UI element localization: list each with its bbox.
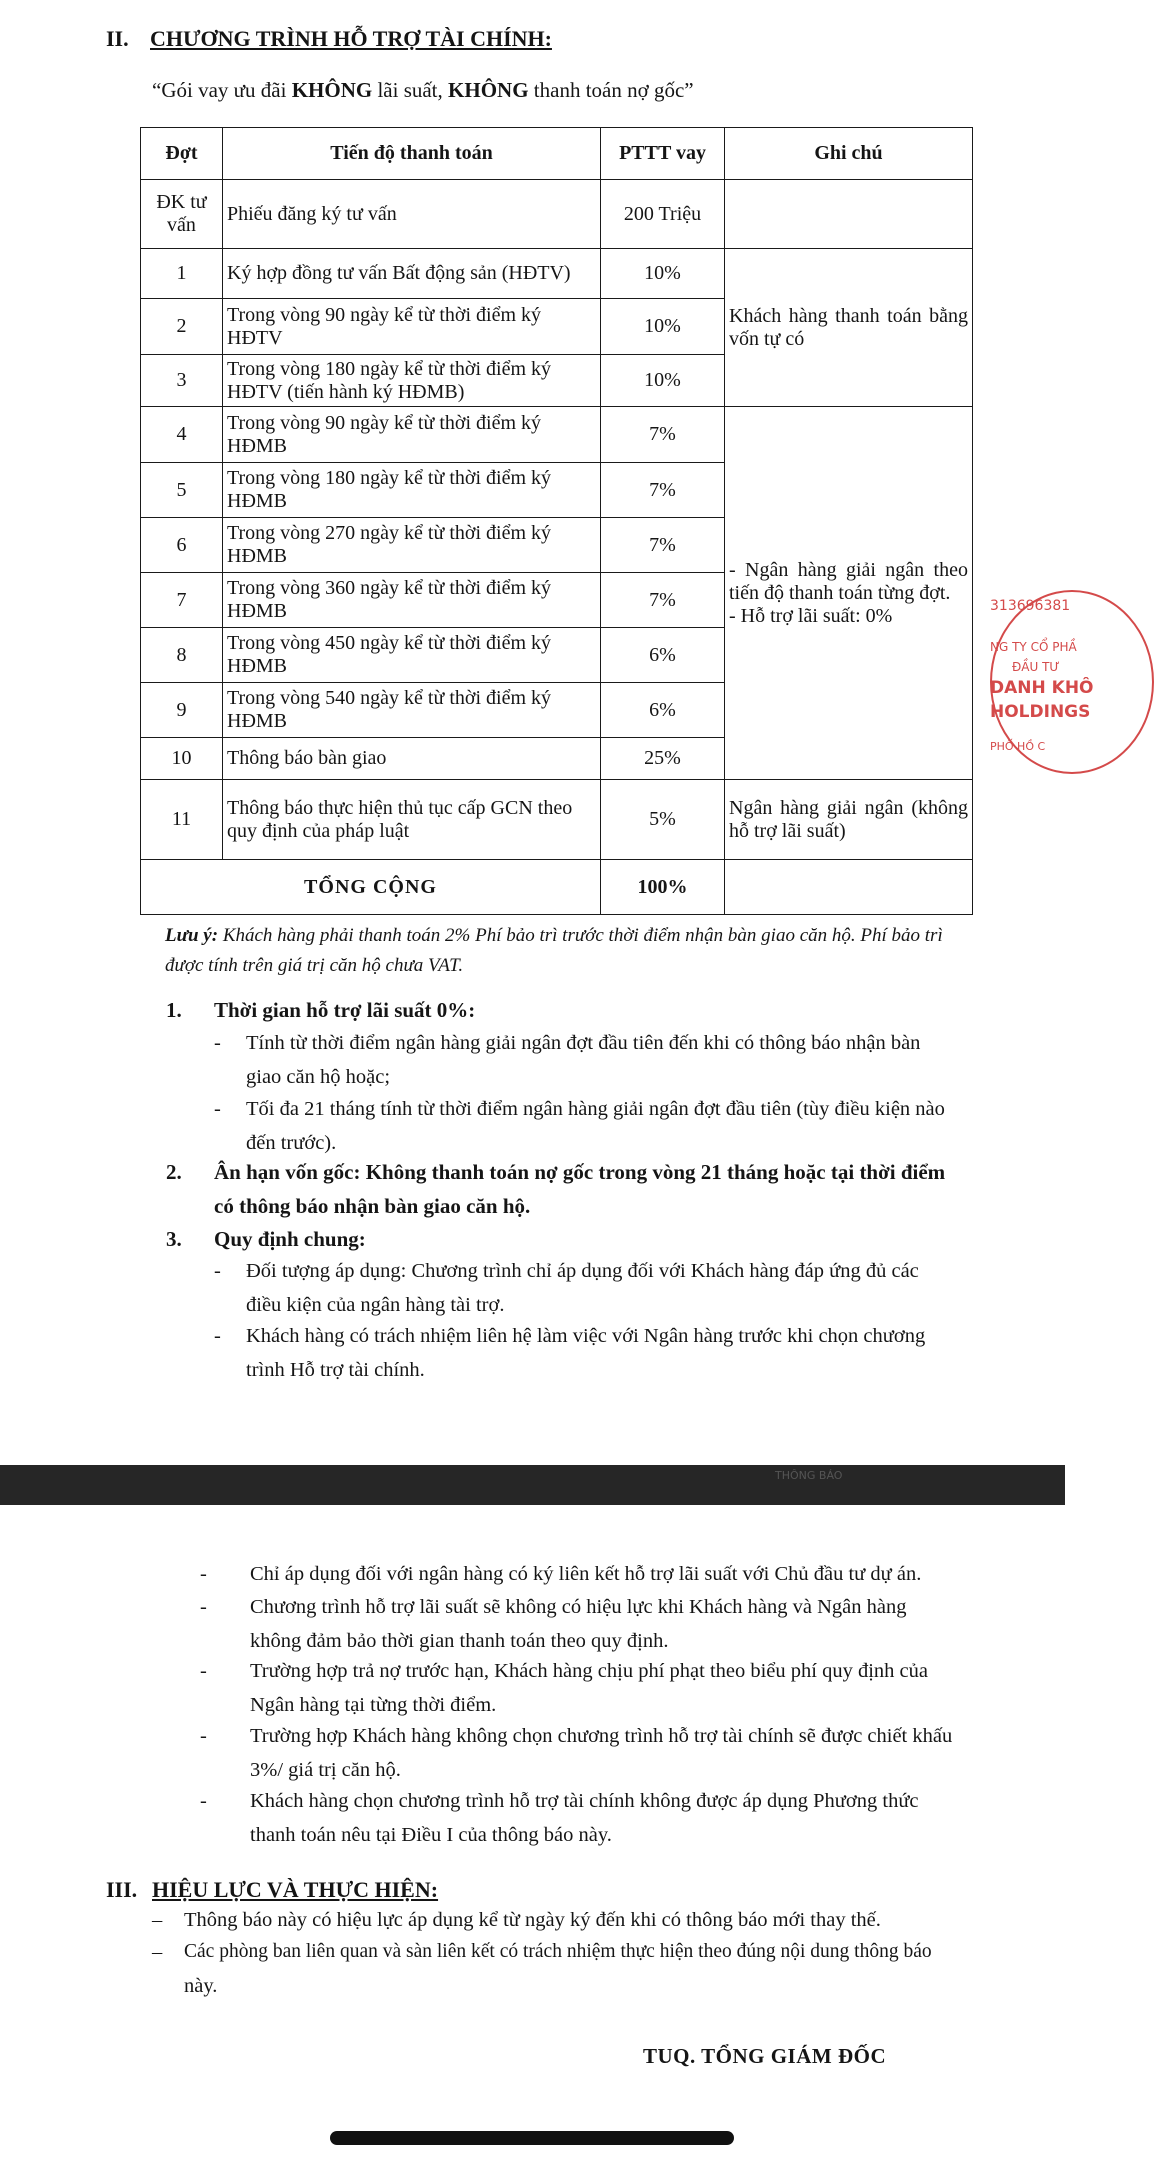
subtitle-text: “Gói vay ưu đãi [152, 78, 292, 102]
section-2-heading [106, 26, 552, 52]
bullet-line: Khách hàng chọn chương trình hỗ trợ tài chính không được áp dụng Phương thức [250, 1790, 919, 1812]
header-pttt: PTTT vay [601, 128, 725, 180]
item-number: 2. [166, 1160, 182, 1184]
cell-note-empty [725, 180, 973, 249]
cell-desc: Trong vòng 90 ngày kể từ thời điểm ký HĐTV [223, 299, 601, 355]
item-title: có thông báo nhận bàn giao căn hộ. [214, 1194, 531, 1218]
cell-dot: 10 [141, 738, 223, 780]
subtitle-bold: KHÔNG [291, 78, 373, 102]
section-3-number: III. [106, 1877, 138, 1902]
cell-pct: 10% [601, 355, 725, 407]
note-label: Lưu ý: [165, 925, 219, 946]
cell-desc: Ký hợp đồng tư vấn Bất động sản (HĐTV) [223, 249, 601, 299]
item-2-heading [166, 1155, 996, 1223]
note-line: được tính trên giá trị căn hộ chưa VAT. [165, 955, 464, 976]
bullet-line: trình Hỗ trợ tài chính. [246, 1359, 425, 1381]
signature-title: TUQ. TỔNG GIÁM ĐỐC [643, 2044, 887, 2068]
cell-pct: 200 Triệu [601, 180, 725, 249]
bullet-line: 3%/ giá trị căn hộ. [250, 1759, 401, 1781]
cell-dot: 1 [141, 249, 223, 299]
table-row [141, 407, 973, 463]
bullet-line: Khách hàng có trách nhiệm liên hệ làm việc với Ngân hàng trước khi chọn chương [246, 1325, 926, 1347]
header-note: Ghi chú [725, 128, 973, 180]
header-dot: Đợt [141, 128, 223, 180]
subtitle-bold: KHÔNG [448, 78, 529, 102]
seal-text: NG TY CỔ PHẦ [990, 640, 1077, 654]
item-number: 3. [166, 1227, 182, 1251]
cell-desc: Trong vòng 450 ngày kể từ thời điểm ký HĐMB [223, 628, 601, 683]
table-row [141, 249, 973, 299]
cell-pct: 6% [601, 628, 725, 683]
seal-text: HOLDINGS [990, 702, 1091, 722]
home-indicator[interactable] [330, 2131, 734, 2145]
bullet-line: Ngân hàng tại từng thời điểm. [250, 1694, 497, 1716]
loan-package-subtitle [152, 78, 694, 103]
list-item: - Tối đa 21 tháng tính từ thời điểm ngân hàng giải ngân đợt đầu tiên (tùy điều kiện nào đến trước). [246, 1092, 986, 1160]
seal-text: DANH KHÔ [990, 678, 1094, 698]
cell-note-empty [725, 860, 973, 915]
cell-pct: 5% [601, 780, 725, 860]
list-item: - Trường hợp Khách hàng không chọn chương trình hỗ trợ tài chính sẽ được chiết khấu 3%/ giá trị căn hộ. [250, 1719, 990, 1787]
cell-pct: 6% [601, 683, 725, 738]
cell-pct: 7% [601, 573, 725, 628]
cell-desc: Trong vòng 180 ngày kể từ thời điểm ký HĐMB [223, 463, 601, 518]
seal-text: ĐẦU TƯ [1012, 660, 1060, 674]
section-2-title: CHƯƠNG TRÌNH HỖ TRỢ TÀI CHÍNH: [150, 26, 552, 51]
bullet-line: thanh toán nêu tại Điều I của thông báo này. [250, 1824, 612, 1846]
section-3-heading [106, 1877, 438, 1903]
cell-pct: 10% [601, 249, 725, 299]
list-item: - Khách hàng chọn chương trình hỗ trợ tài chính không được áp dụng Phương thức thanh toán nêu tại Điều I của thông báo này. [250, 1784, 990, 1852]
maintenance-fee-note [165, 921, 995, 981]
table-row [141, 780, 973, 860]
cell-desc: Thông báo bàn giao [223, 738, 601, 780]
note-disbursement-line: - Ngân hàng giải ngân theo tiến độ thanh toán từng đợt. [729, 558, 968, 604]
cell-dot: 11 [141, 780, 223, 860]
band-title: THÔNG BÁO [775, 1469, 843, 1482]
cell-dot: 7 [141, 573, 223, 628]
bullet-line: Trường hợp Khách hàng không chọn chương trình hỗ trợ tài chính sẽ được chiết khấu [250, 1725, 953, 1747]
cell-dot: 3 [141, 355, 223, 407]
note-own-capital: Khách hàng thanh toán bằng vốn tự có [725, 249, 973, 407]
cell-dot: 5 [141, 463, 223, 518]
seal-text: 313696381 [990, 598, 1071, 614]
bullet-line: Thông báo này có hiệu lực áp dụng kể từ ngày ký đến khi có thông báo mới thay thế. [184, 1909, 881, 1931]
bullet-line: Tối đa 21 tháng tính từ thời điểm ngân hàng giải ngân đợt đầu tiên (tùy điều kiện nào [246, 1098, 945, 1120]
cell-dot: ĐK tư vấn [141, 180, 223, 249]
cell-dot: 2 [141, 299, 223, 355]
item-1-heading [166, 993, 475, 1027]
list-item: - Khách hàng có trách nhiệm liên hệ làm việc với Ngân hàng trước khi chọn chương trình Hỗ trợ tài chính. [246, 1319, 986, 1387]
total-label: TỔNG CỘNG [141, 860, 601, 915]
list-item: - Chương trình hỗ trợ lãi suất sẽ không có hiệu lực khi Khách hàng và Ngân hàng không đảm bảo thời gian thanh toán theo quy định. [250, 1590, 990, 1658]
cell-desc: Trong vòng 270 ngày kể từ thời điểm ký HĐMB [223, 518, 601, 573]
note-text: Khách hàng phải thanh toán 2% Phí bảo trì trước thời điểm nhận bàn giao căn hộ. Phí bảo trì [218, 925, 943, 946]
item-title: Thời gian hỗ trợ lãi suất 0%: [214, 998, 476, 1022]
cell-desc: Thông báo thực hiện thủ tục cấp GCN theo quy định của pháp luật [223, 780, 601, 860]
cell-desc: Trong vòng 540 ngày kể từ thời điểm ký HĐMB [223, 683, 601, 738]
cell-desc: Trong vòng 90 ngày kể từ thời điểm ký HĐMB [223, 407, 601, 463]
note-bank-disbursement [725, 407, 973, 780]
bullet-line: Chỉ áp dụng đối với ngân hàng có ký liên kết hỗ trợ lãi suất với Chủ đầu tư dự án. [250, 1563, 922, 1585]
item-number: 1. [166, 998, 182, 1022]
cell-desc: Phiếu đăng ký tư vấn [223, 180, 601, 249]
table-total-row [141, 860, 973, 915]
section-2-number: II. [106, 26, 129, 51]
cell-dot: 9 [141, 683, 223, 738]
section-3-title: HIỆU LỰC VÀ THỰC HIỆN: [152, 1877, 439, 1902]
note-no-interest-support: Ngân hàng giải ngân (không hỗ trợ lãi suất) [725, 780, 973, 860]
cell-desc: Trong vòng 180 ngày kể từ thời điểm ký HĐTV (tiến hành ký HĐMB) [223, 355, 601, 407]
bullet-line: này. [184, 1975, 218, 1997]
list-item: - Tính từ thời điểm ngân hàng giải ngân đợt đầu tiên đến khi có thông báo nhận bàn giao căn hộ hoặc; [246, 1026, 986, 1094]
cell-pct: 7% [601, 518, 725, 573]
bullet-line: điều kiện của ngân hàng tài trợ. [246, 1294, 505, 1316]
table-header-row [141, 128, 973, 180]
cell-pct: 25% [601, 738, 725, 780]
bullet-line: Đối tượng áp dụng: Chương trình chỉ áp dụng đối với Khách hàng đáp ứng đủ các [246, 1260, 919, 1282]
cell-dot: 4 [141, 407, 223, 463]
list-item: – Thông báo này có hiệu lực áp dụng kể từ ngày ký đến khi có thông báo mới thay thế. [184, 1903, 994, 1937]
total-pct: 100% [601, 860, 725, 915]
item-title: Ân hạn vốn gốc: Không thanh toán nợ gốc trong vòng 21 tháng hoặc tại thời điểm [214, 1160, 946, 1184]
list-item: – Các phòng ban liên quan và sàn liên kết có trách nhiệm thực hiện theo đúng nội dung thông báo này. [184, 1935, 994, 2003]
subtitle-text: thanh toán nợ gốc” [528, 78, 694, 102]
cell-pct: 10% [601, 299, 725, 355]
page-separator-band [0, 1465, 1065, 1505]
cell-dot: 6 [141, 518, 223, 573]
note-interest-support-line: - Hỗ trợ lãi suất: 0% [729, 604, 893, 627]
cell-pct: 7% [601, 463, 725, 518]
cell-dot: 8 [141, 628, 223, 683]
list-item: - Trường hợp trả nợ trước hạn, Khách hàng chịu phí phạt theo biểu phí quy định của Ngân hàng tại từng thời điểm. [250, 1654, 990, 1722]
list-item: - Chỉ áp dụng đối với ngân hàng có ký liên kết hỗ trợ lãi suất với Chủ đầu tư dự án. [250, 1557, 990, 1591]
list-item: - Đối tượng áp dụng: Chương trình chỉ áp dụng đối với Khách hàng đáp ứng đủ các điều kiện của ngân hàng tài trợ. [246, 1254, 986, 1322]
bullet-line: không đảm bảo thời gian thanh toán theo quy định. [250, 1630, 669, 1652]
payment-schedule-table [140, 127, 973, 915]
company-seal [990, 590, 1094, 770]
bullet-line: Chương trình hỗ trợ lãi suất sẽ không có hiệu lực khi Khách hàng và Ngân hàng [250, 1596, 907, 1618]
item-title: Quy định chung: [214, 1227, 366, 1251]
subtitle-text: lãi suất, [372, 78, 449, 102]
header-progress: Tiến độ thanh toán [223, 128, 601, 180]
bullet-line: đến trước). [246, 1132, 337, 1154]
cell-pct: 7% [601, 407, 725, 463]
bullet-line: giao căn hộ hoặc; [246, 1066, 391, 1088]
bullet-line: Tính từ thời điểm ngân hàng giải ngân đợt đầu tiên đến khi có thông báo nhận bàn [246, 1032, 921, 1054]
bullet-line: Các phòng ban liên quan và sàn liên kết có trách nhiệm thực hiện theo đúng nội dung thông báo [184, 1941, 932, 1962]
table-row [141, 180, 973, 249]
seal-text: PHỐ HỒ C [990, 740, 1046, 753]
bullet-line: Trường hợp trả nợ trước hạn, Khách hàng chịu phí phạt theo biểu phí quy định của [250, 1660, 928, 1682]
cell-desc: Trong vòng 360 ngày kể từ thời điểm ký HĐMB [223, 573, 601, 628]
item-3-heading [166, 1222, 366, 1256]
note-line [165, 921, 995, 951]
